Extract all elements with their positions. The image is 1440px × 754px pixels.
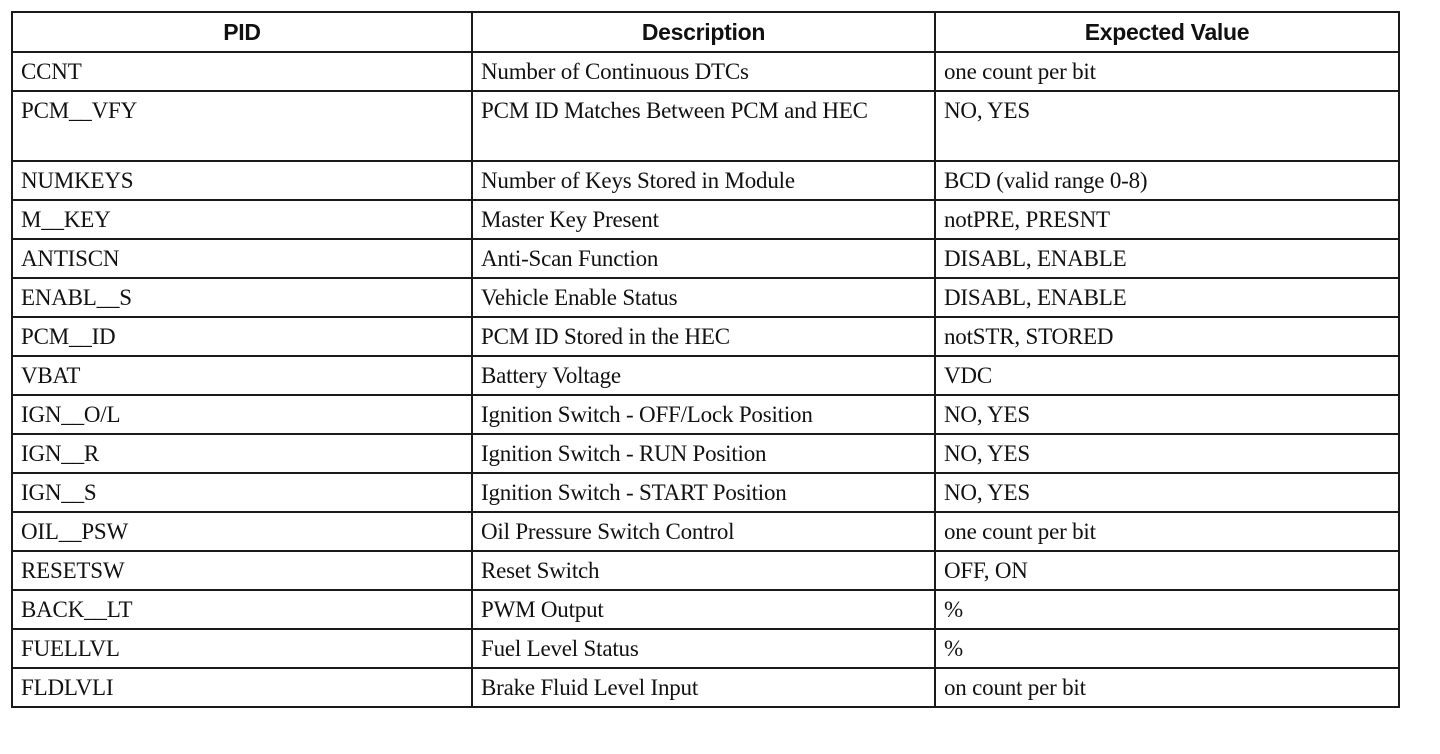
description-cell: PCM ID Matches Between PCM and HEC (472, 91, 935, 161)
table-row (12, 317, 1399, 356)
pid-cell: IGN__R (12, 434, 472, 473)
header-row (12, 12, 1399, 52)
pid-cell: ANTISCN (12, 239, 472, 278)
table-row (12, 91, 1399, 161)
table-row (12, 473, 1399, 512)
table-row (12, 395, 1399, 434)
expected-value-cell: VDC (935, 356, 1399, 395)
description-cell: Number of Continuous DTCs (472, 52, 935, 91)
expected-value-cell: BCD (valid range 0-8) (935, 161, 1399, 200)
pid-cell: NUMKEYS (12, 161, 472, 200)
header-expected-value: Expected Value (935, 12, 1399, 52)
table-row (12, 668, 1399, 707)
expected-value-cell: one count per bit (935, 52, 1399, 91)
table-body (12, 52, 1399, 707)
table-row (12, 278, 1399, 317)
pid-cell: BACK__LT (12, 590, 472, 629)
table-row (12, 512, 1399, 551)
expected-value-cell: DISABL, ENABLE (935, 239, 1399, 278)
description-cell: Oil Pressure Switch Control (472, 512, 935, 551)
pid-table (11, 11, 1400, 708)
description-cell: Brake Fluid Level Input (472, 668, 935, 707)
description-cell: Reset Switch (472, 551, 935, 590)
description-cell: Ignition Switch - OFF/Lock Position (472, 395, 935, 434)
table-row (12, 52, 1399, 91)
table-row (12, 161, 1399, 200)
table-header (12, 12, 1399, 52)
table-row (12, 200, 1399, 239)
pid-cell: IGN__O/L (12, 395, 472, 434)
pid-cell: M__KEY (12, 200, 472, 239)
header-description: Description (472, 12, 935, 52)
expected-value-cell: NO, YES (935, 434, 1399, 473)
pid-cell: PCM__ID (12, 317, 472, 356)
description-cell: Vehicle Enable Status (472, 278, 935, 317)
pid-cell: FLDLVLI (12, 668, 472, 707)
expected-value-cell: notSTR, STORED (935, 317, 1399, 356)
description-cell: Fuel Level Status (472, 629, 935, 668)
table-row (12, 551, 1399, 590)
description-cell: Ignition Switch - RUN Position (472, 434, 935, 473)
header-pid: PID (12, 12, 472, 52)
description-cell: PCM ID Stored in the HEC (472, 317, 935, 356)
expected-value-cell: DISABL, ENABLE (935, 278, 1399, 317)
pid-cell: CCNT (12, 52, 472, 91)
expected-value-cell: NO, YES (935, 395, 1399, 434)
table-row (12, 590, 1399, 629)
expected-value-cell: OFF, ON (935, 551, 1399, 590)
description-cell: PWM Output (472, 590, 935, 629)
table-row (12, 356, 1399, 395)
description-cell: Ignition Switch - START Position (472, 473, 935, 512)
pid-cell: FUELLVL (12, 629, 472, 668)
pid-cell: RESETSW (12, 551, 472, 590)
table-row (12, 239, 1399, 278)
description-cell: Number of Keys Stored in Module (472, 161, 935, 200)
pid-cell: VBAT (12, 356, 472, 395)
pid-cell: IGN__S (12, 473, 472, 512)
expected-value-cell: % (935, 590, 1399, 629)
table-row (12, 434, 1399, 473)
pid-cell: OIL__PSW (12, 512, 472, 551)
description-cell: Anti-Scan Function (472, 239, 935, 278)
expected-value-cell: NO, YES (935, 91, 1399, 161)
expected-value-cell: on count per bit (935, 668, 1399, 707)
expected-value-cell: NO, YES (935, 473, 1399, 512)
expected-value-cell: one count per bit (935, 512, 1399, 551)
pid-cell: PCM__VFY (12, 91, 472, 161)
pid-cell: ENABL__S (12, 278, 472, 317)
expected-value-cell: notPRE, PRESNT (935, 200, 1399, 239)
description-cell: Battery Voltage (472, 356, 935, 395)
table-row (12, 629, 1399, 668)
expected-value-cell: % (935, 629, 1399, 668)
description-cell: Master Key Present (472, 200, 935, 239)
